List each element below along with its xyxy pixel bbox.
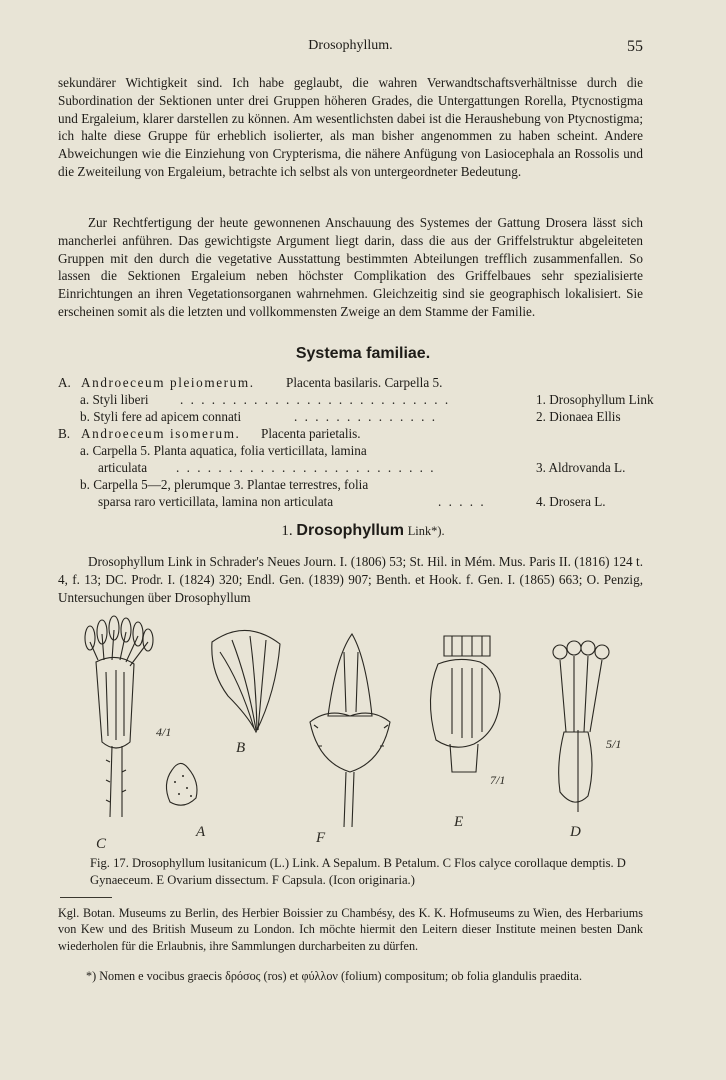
figure-d-gynaeceum bbox=[553, 641, 609, 812]
footnote-divider bbox=[60, 897, 112, 898]
figure-label-a: A bbox=[196, 824, 206, 840]
figure-e-ovary bbox=[430, 636, 500, 772]
key-a1-text: a. Styli liberi bbox=[80, 392, 149, 407]
genus-heading bbox=[0, 522, 726, 540]
key-b2-text2: sparsa raro verticillata, lamina non articulata bbox=[98, 494, 334, 509]
key-row-a1 bbox=[58, 391, 654, 408]
figure-scale-7-1: 7/1 bbox=[490, 773, 506, 787]
key-row-a2 bbox=[58, 408, 643, 425]
leader-dots: . . . . . . . . . . . . . . . . . . . . . . . . . . bbox=[180, 392, 451, 407]
key-a2-result: 2. Dionaea Ellis bbox=[536, 409, 621, 424]
running-title: Drosophyllum. bbox=[308, 38, 393, 53]
key-a-rest: Placenta basilaris. Carpella 5. bbox=[286, 375, 443, 390]
figure-label-e: E bbox=[454, 814, 464, 830]
figure-label-c: C bbox=[96, 836, 107, 852]
page-number: 55 bbox=[627, 38, 643, 55]
botanical-figure bbox=[60, 612, 660, 852]
genus-name: Drosophyllum bbox=[296, 522, 404, 539]
leader-dots: . . . . . bbox=[438, 494, 486, 509]
key-row-b1-cont bbox=[58, 459, 643, 476]
figure-scale-5-1: 5/1 bbox=[606, 737, 622, 751]
key-row-a bbox=[58, 374, 643, 391]
footnote-etymology: *) Nomen e vocibus graecis δρόσος (ros) et φύλλον (folium) compositum; ob folia glandulis praedita. bbox=[86, 969, 582, 983]
paragraph-justification: Zur Rechtfertigung der heute gewonnenen Anschauung des Systemes der Gattung Drosera lässt sich mancherlei anführen. Das gewichtigste Argument liegt darin, dass die aus der Griffelstruktur abgeleiteten Gruppen mit den durch die vegetative Ausstattung bestimmten Abteilungen trefflich zusammenfallen. So lassen die Sektionen Ergaleium neben höchster Complikation des Griffelbaues sehr spezialisierte Einrichtungen an ihren Vegetationsorganen wahrnehmen. Gleichzeitig sind sie geographisch lokalisiert. Sie erscheinen somit als die letzten und vollkommensten Zweige an dem Stamme der Familie. bbox=[58, 215, 643, 319]
key-row-b1 bbox=[58, 442, 643, 459]
figure-caption: Fig. 17. Drosophyllum lusitanicum (L.) Link. A Sepalum. B Petalum. C Flos calyce corollaque demptis. D Gynaeceum. E Ovarium dissectum. F Capsula. (Icon originaria.) bbox=[90, 856, 626, 887]
figure-scale-4-1: 4/1 bbox=[156, 725, 172, 739]
key-row-b2-cont bbox=[58, 493, 643, 510]
key-a1-result: 1. Drosophyllum Link bbox=[536, 392, 654, 407]
key-b1-text: a. Carpella 5. Planta aquatica, folia verticillata, lamina bbox=[80, 443, 367, 458]
figure-a-sepal bbox=[166, 763, 197, 805]
key-lead-b: B. bbox=[58, 426, 71, 441]
key-b-rest: Placenta parietalis. bbox=[261, 426, 361, 441]
key-b2-result: 4. Drosera L. bbox=[536, 494, 606, 509]
figure-label-d: D bbox=[570, 824, 581, 840]
figure-f-capsule bbox=[310, 634, 390, 827]
key-row-b bbox=[58, 425, 643, 442]
key-b1-result: 3. Aldrovanda L. bbox=[536, 460, 626, 475]
key-b1-text2: articulata bbox=[98, 460, 148, 475]
running-header bbox=[58, 38, 643, 58]
key-row-b2 bbox=[58, 476, 643, 493]
figure-c-flower bbox=[85, 616, 153, 817]
leader-dots: . . . . . . . . . . . . . . . . . . . . . . . . . bbox=[176, 460, 436, 475]
paragraph-classification: sekundärer Wichtigkeit sind. Ich habe geglaubt, die wahren Verwandtschaftsverhältnisse durch die Subordination der Sektionen unter drei Gruppen höheren Grades, die Untergattungen Rorella, Ptycnostigma und Ergaleium, klarer darstellen zu können. Am wesentlichsten dabei ist die Heraushebung von Ptycnostigma; ich halte diese Gruppe für erheblich isolierter, als man bisher angenommen zu haben scheint. Andere Abweichungen wie die Einziehung von Crypterisma, die nähere Anfügung von Lasiocephala an Rossolis und die Zweiteilung von Ergaleium, betrachte ich selbst als von untergeordneter Bedeutung. bbox=[58, 75, 643, 179]
key-b-spaced: Androeceum isomerum. bbox=[81, 426, 241, 441]
figure-label-b: B bbox=[236, 740, 246, 756]
genus-citation: Drosophyllum Link in Schrader's Neues Journ. I. (1806) 53; St. Hil. in Mém. Mus. Paris II. (1816) 124 t. 4, f. 13; DC. Prodr. I. (1824) 320; Endl. Gen. (1839) 907; Benth. et Hook. f. Gen. I. (1865) 663; O. Penzig, Untersuchungen über Drosophyllum bbox=[58, 554, 643, 605]
genus-author: Link*). bbox=[407, 524, 445, 538]
genus-number: 1. bbox=[281, 523, 293, 539]
key-a-spaced: Androeceum pleiomerum. bbox=[81, 375, 255, 390]
footnote-acknowledgement: Kgl. Botan. Museums zu Berlin, des Herbier Boissier zu Chambésy, des K. K. Hofmuseums zu Wien, des Herbariums von Kew und des British Museum zu London. Ich möchte hiermit den Leitern dieser Institute meinen besten Dank wiederholen für die Erlaubnis, ihre Sammlungen durcharbeiten zu dürfen. bbox=[58, 906, 643, 953]
key-b2-text: b. Carpella 5—2, plerumque 3. Plantae terrestres, folia bbox=[80, 477, 369, 492]
key-lead-a: A. bbox=[58, 375, 71, 390]
section-title: Systema familiae. bbox=[295, 345, 431, 362]
key-a2-text: b. Styli fere ad apicem connati bbox=[80, 409, 242, 424]
figure-label-f: F bbox=[316, 830, 326, 846]
determination-key bbox=[58, 374, 654, 510]
leader-dots: . . . . . . . . . . . . . . bbox=[294, 409, 438, 424]
